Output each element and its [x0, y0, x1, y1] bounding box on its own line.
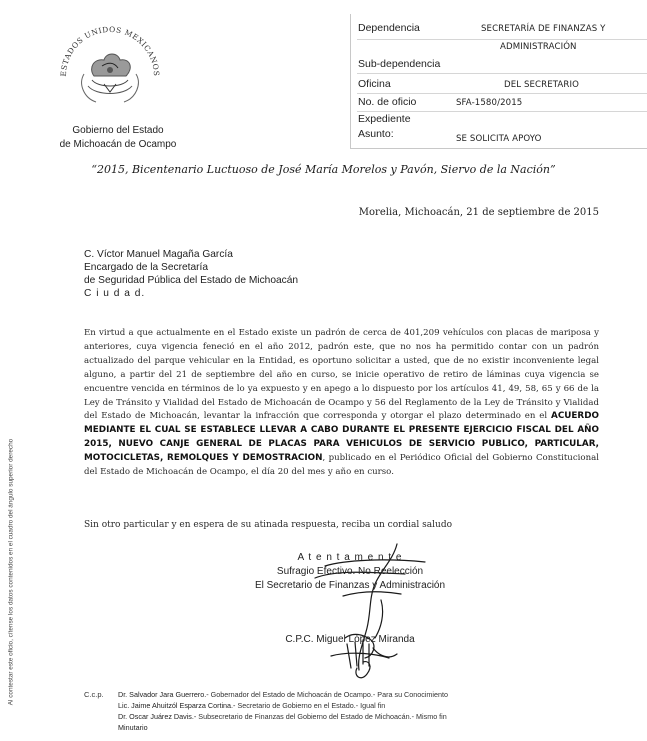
- state-seal-icon: [48, 14, 172, 118]
- body-ending: , publicado en el Periódico Oficial del Gobierno Constitucional del Estado de Michoacán de Ocampo, el día 20 del mes y año en curso.: [84, 453, 599, 478]
- oficio-underline: [357, 111, 647, 112]
- value-oficina: DEL SECRETARIO: [504, 80, 579, 90]
- signature-slogan: Sufragio Efectivo. No Reelección: [276, 566, 424, 577]
- recipient-city: C i u d a d.: [84, 288, 146, 299]
- vertical-note-text: Al contestar este oficio, cítense los datos contenidos en el cuadro del ángulo superior derecho: [7, 438, 15, 706]
- document-date: Morelia, Michoacán, 21 de septiembre de 2015: [358, 207, 599, 218]
- office-reference-box: [350, 14, 647, 149]
- label-oficio: No. de oficio: [358, 96, 417, 108]
- body-intro: En virtud a que actualmente en el Estado existe un padrón de cerca de 401,209 vehículos con placas de mariposa y anteriores, cuya vigencia feneció en el año 2012, padrón este, que no nos ha permitido contar con un padrón actualizado del parque vehicular en la Entidad, es oportuno solicitar a usted, que de no existir inconveniente legal alguno, a partir del 21 de septiembre del año en curso, se inicie operativo de retiro de láminas cuya vigencia se encuentre vencida en términos de lo ya expuesto y en apego a lo dispuesto por los artículos 41, 49, 58, 65 y 66 de la Ley de Tránsito y Vialidad del Estado de Michoacán de Ocampo y 56 del Reglamento de la Ley de Tránsito y Vialidad del Estado de Michoacán, levantar la infracción que corresponda y otorgar el plazo determinado en el: [84, 328, 599, 422]
- ccp-line: Dr. Oscar Juárez Davis.- Subsecretario de Finanzas del Gobierno del Estado de Michoacán.- Mismo fin: [118, 712, 447, 721]
- closing-salutation: Sin otro particular y en espera de su atinada respuesta, reciba un cordial saludo: [84, 520, 452, 530]
- subdependencia-underline: [357, 73, 647, 74]
- signature-attentively: A t e n t a m e n t e: [297, 552, 403, 563]
- signature-position: El Secretario de Finanzas y Administración: [254, 580, 446, 591]
- ccp-line: Minutario: [118, 723, 148, 732]
- vertical-reply-note: [2, 402, 20, 741]
- label-expediente: Expediente: [358, 113, 411, 125]
- ccp-line: Dr. Salvador Jara Guerrero.- Gobernador del Estado de Michoacán de Ocampo.- Para su Conocimiento: [118, 690, 449, 699]
- handwritten-signature-icon: [285, 540, 455, 700]
- ccp-label: C.c.p.: [84, 690, 104, 699]
- seal-text: ESTADOS UNIDOS MEXICANOS: [58, 24, 162, 77]
- value-oficio: SFA-1580/2015: [456, 98, 523, 108]
- label-oficina: Oficina: [358, 78, 391, 90]
- signer-name: C.P.C. Miguel López Miranda: [285, 634, 415, 645]
- recipient-dependency: de Seguridad Pública del Estado de Michoacán: [84, 275, 299, 286]
- label-subdependencia: Sub-dependencia: [358, 58, 441, 70]
- dependencia-underline: [357, 39, 647, 40]
- label-dependencia: Dependencia: [358, 22, 420, 34]
- label-asunto: Asunto:: [358, 128, 394, 140]
- body-agreement-title: ACUERDO MEDIANTE EL CUAL SE ESTABLECE LLEVAR A CABO DURANTE EL PRESENTE EJERCICIO FISCAL DEL AÑO 2015, NUEVO CANJE GENERAL DE PLACAS PARA VEHICULOS DE SERVICIO PUBLICO, PARTICULAR, MOTOCICLETAS, REMOLQUES Y DEMOSTRACION: [84, 411, 599, 464]
- recipient-name: C. Víctor Manuel Magaña García: [84, 249, 233, 260]
- ccp-line: Lic. Jaime Ahuitzól Esparza Cortina.- Secretario de Gobierno en el Estado.- Igual fin: [118, 701, 386, 710]
- value-dependencia-line1: SECRETARÍA DE FINANZAS Y: [481, 24, 606, 34]
- government-name-line1: Gobierno del Estado: [72, 125, 164, 136]
- value-asunto: SE SOLICITA APOYO: [456, 134, 542, 144]
- body-paragraph: [84, 327, 599, 480]
- value-dependencia-line2: ADMINISTRACIÓN: [500, 42, 577, 52]
- oficina-underline: [357, 93, 647, 94]
- recipient-title: Encargado de la Secretaría: [84, 262, 209, 273]
- official-motto: “2015, Bicentenario Luctuoso de José María Morelos y Pavón, Siervo de la Nación”: [91, 163, 556, 176]
- government-name-line2: de Michoacán de Ocampo: [59, 139, 177, 150]
